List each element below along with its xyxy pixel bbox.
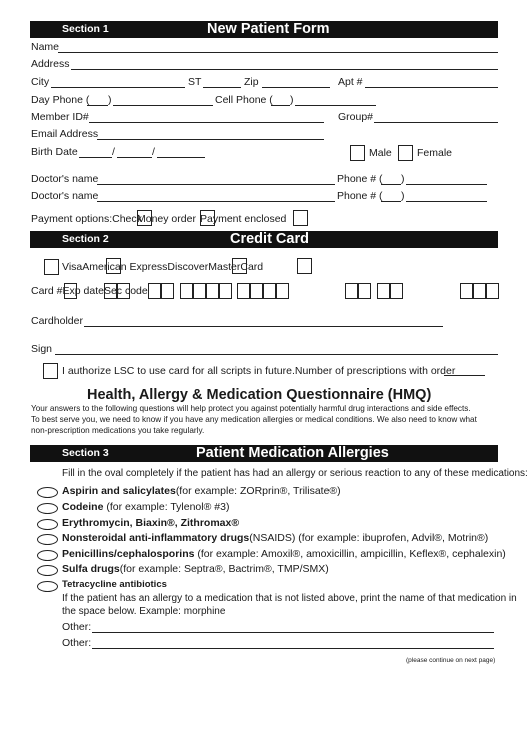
city-label: City <box>31 76 50 88</box>
allergy-oval-codeine[interactable] <box>37 503 58 514</box>
other-medication-field-1[interactable] <box>92 632 494 633</box>
hmq-intro-line-1: Your answers to the following questions will help protect you against potentially harmful drug interactions and side effects. <box>31 404 471 413</box>
allergy-item-nsaids: Nonsteroidal anti-inflammatory drugs(NSAIDS) (for example: ibuprofen, Advil®, Motrin®) <box>62 532 489 544</box>
card-digit-box[interactable] <box>148 283 161 299</box>
member-id-field[interactable] <box>89 122 324 123</box>
hmq-intro-line-2: To best serve you, we need to know if you have any medication allergies or medical conditions. We also need to know what <box>31 415 477 424</box>
apt-label: Apt # <box>338 76 363 88</box>
section-3-label: Section 3 <box>62 447 109 459</box>
zip-label: Zip <box>244 76 259 88</box>
allergy-item-aspirin: Aspirin and salicylates(for example: ZORprin®, Trilisate®) <box>62 485 341 497</box>
apt-field[interactable] <box>365 87 498 88</box>
name-label: Name <box>31 41 60 53</box>
other-medication-field-2[interactable] <box>92 648 494 649</box>
birth-year-field[interactable] <box>157 157 205 158</box>
payment-options-label: Payment options:Check <box>31 213 142 225</box>
allergy-oval-aspirin[interactable] <box>37 487 58 498</box>
female-label: Female <box>417 147 453 159</box>
allergy-item-penicillins: Penicillins/cephalosporins (for example: Amoxil®, amoxicillin, ampicillin, Keflex®, cephalexin) <box>62 548 506 560</box>
cell-phone-field[interactable] <box>295 105 376 106</box>
continue-note: (please continue on next page) <box>406 657 496 664</box>
doctor-phone-area-field-1[interactable] <box>381 184 401 185</box>
card-digit-box[interactable] <box>180 283 193 299</box>
doctor-phone-label-1: Phone # ( <box>337 173 383 185</box>
doctor-phone-label-2: Phone # ( <box>337 190 383 202</box>
section-2-title: Credit Card <box>230 231 309 247</box>
zip-field[interactable] <box>262 87 330 88</box>
doctor-name-label-1: Doctor's name <box>31 173 99 185</box>
exp-date-box[interactable] <box>390 283 403 299</box>
allergy-oval-penicillins[interactable] <box>37 550 58 561</box>
day-phone-label: Day Phone ( <box>31 94 90 106</box>
card-digit-box[interactable] <box>263 283 276 299</box>
allergy-oval-sulfa[interactable] <box>37 565 58 576</box>
day-phone-close-paren: ) <box>108 94 112 106</box>
card-digit-box[interactable] <box>276 283 289 299</box>
section-2-header-bar <box>30 231 498 248</box>
member-id-label: Member ID# <box>31 111 89 123</box>
check-checkbox[interactable] <box>137 210 152 226</box>
card-digit-box[interactable] <box>206 283 219 299</box>
male-checkbox[interactable] <box>350 145 365 161</box>
card-digit-box[interactable] <box>193 283 206 299</box>
hmq-intro-line-3: non-prescription medications you take regularly. <box>31 426 205 435</box>
card-digit-box[interactable] <box>161 283 174 299</box>
doctor-name-field-2[interactable] <box>97 201 335 202</box>
authorize-checkbox[interactable] <box>43 363 58 379</box>
card-digit-box[interactable] <box>219 283 232 299</box>
allergy-oval-erythromycin[interactable] <box>37 519 58 530</box>
city-field[interactable] <box>51 87 185 88</box>
birth-date-label: Birth Date <box>31 146 78 158</box>
card-type-options-label: VisaAmerican ExpressDiscoverMasterCard <box>62 261 264 273</box>
card-digit-box[interactable] <box>250 283 263 299</box>
cell-phone-close-paren: ) <box>290 94 294 106</box>
state-field[interactable] <box>203 87 241 88</box>
group-field[interactable] <box>374 122 498 123</box>
doctor-name-field-1[interactable] <box>97 184 335 185</box>
doctor-phone-field-1[interactable] <box>406 184 487 185</box>
card-digit-box[interactable] <box>237 283 250 299</box>
exp-date-box[interactable] <box>345 283 358 299</box>
section-1-title: New Patient Form <box>207 21 330 37</box>
allergy-item-tetracycline: Tetracycline antibiotics <box>62 579 167 590</box>
female-checkbox[interactable] <box>398 145 413 161</box>
male-label: Male <box>369 147 392 159</box>
sec-code-box[interactable] <box>473 283 486 299</box>
card-type-checkbox-american-express[interactable] <box>106 258 121 274</box>
authorize-label: I authorize LSC to use card for all scripts in future.Number of prescriptions with order <box>62 365 456 377</box>
other-instructions-line-1: If the patient has an allergy to a medication that is not listed above, print the name of that medication in <box>62 593 517 604</box>
birth-day-field[interactable] <box>117 157 152 158</box>
section-2-label: Section 2 <box>62 233 109 245</box>
email-field[interactable] <box>97 139 324 140</box>
birth-date-slash: / <box>112 146 115 158</box>
hmq-title: Health, Allergy & Medication Questionnaire (HMQ) <box>87 387 432 403</box>
card-digit-box[interactable] <box>117 283 130 299</box>
doctor-name-label-2: Doctor's name <box>31 190 99 202</box>
doctor-phone-close-paren-1: ) <box>401 173 405 185</box>
allergy-oval-nsaids[interactable] <box>37 534 58 545</box>
section-1-label: Section 1 <box>62 23 109 35</box>
address-field[interactable] <box>71 69 498 70</box>
state-label: ST <box>188 76 202 88</box>
email-label: Email Address <box>31 128 99 140</box>
birth-date-slash: / <box>152 146 155 158</box>
cardholder-label: Cardholder <box>31 315 83 327</box>
other-label-2: Other: <box>62 637 92 649</box>
card-digit-box[interactable] <box>104 283 117 299</box>
card-number-label: Card #Exp dateSec code <box>31 285 148 297</box>
doctor-phone-close-paren-2: ) <box>401 190 405 202</box>
number-of-prescriptions-field[interactable] <box>444 375 485 376</box>
doctor-phone-field-2[interactable] <box>406 201 487 202</box>
section-3-title: Patient Medication Allergies <box>196 445 389 461</box>
name-field[interactable] <box>58 52 498 53</box>
allergy-oval-tetracycline[interactable] <box>37 581 58 592</box>
allergy-item-codeine: Codeine (for example: Tylenol® #3) <box>62 501 230 513</box>
allergy-instructions: Fill in the oval completely if the patient has had an allergy or serious reaction to any of these medications: <box>62 468 528 479</box>
signature-label: Sign <box>31 343 53 355</box>
card-type-checkbox-mastercard[interactable] <box>297 258 312 274</box>
birth-month-field[interactable] <box>79 157 112 158</box>
doctor-phone-area-field-2[interactable] <box>381 201 401 202</box>
card-type-checkbox-visa[interactable] <box>44 259 59 275</box>
cell-phone-area-code-field[interactable] <box>271 105 290 106</box>
allergy-item-erythromycin: Erythromycin, Biaxin®, Zithromax® <box>62 517 240 529</box>
day-phone-area-code-field[interactable] <box>87 105 108 106</box>
group-label: Group# <box>338 111 374 123</box>
card-digit-box[interactable] <box>64 283 77 299</box>
other-instructions-line-2: the space below. Example: morphine <box>62 606 226 617</box>
exp-date-box[interactable] <box>358 283 371 299</box>
payment-enclosed-checkbox[interactable] <box>293 210 308 226</box>
sec-code-box[interactable] <box>486 283 499 299</box>
signature-field[interactable] <box>55 354 498 355</box>
payment-enclosed-label: Payment enclosed <box>200 213 287 225</box>
money-order-checkbox[interactable] <box>200 210 215 226</box>
section-1-header-bar <box>30 21 498 38</box>
address-label: Address <box>31 58 70 70</box>
card-type-checkbox-discover[interactable] <box>232 258 247 274</box>
section-3-header-bar <box>30 445 498 462</box>
cell-phone-label: Cell Phone ( <box>215 94 273 106</box>
allergy-item-sulfa: Sulfa drugs(for example: Septra®, Bactrim®, TMP/SMX) <box>62 563 329 575</box>
cardholder-field[interactable] <box>84 326 443 327</box>
money-order-label: Money order <box>137 213 196 225</box>
day-phone-field[interactable] <box>113 105 213 106</box>
exp-date-box[interactable] <box>377 283 390 299</box>
other-label-1: Other: <box>62 621 92 633</box>
sec-code-box[interactable] <box>460 283 473 299</box>
